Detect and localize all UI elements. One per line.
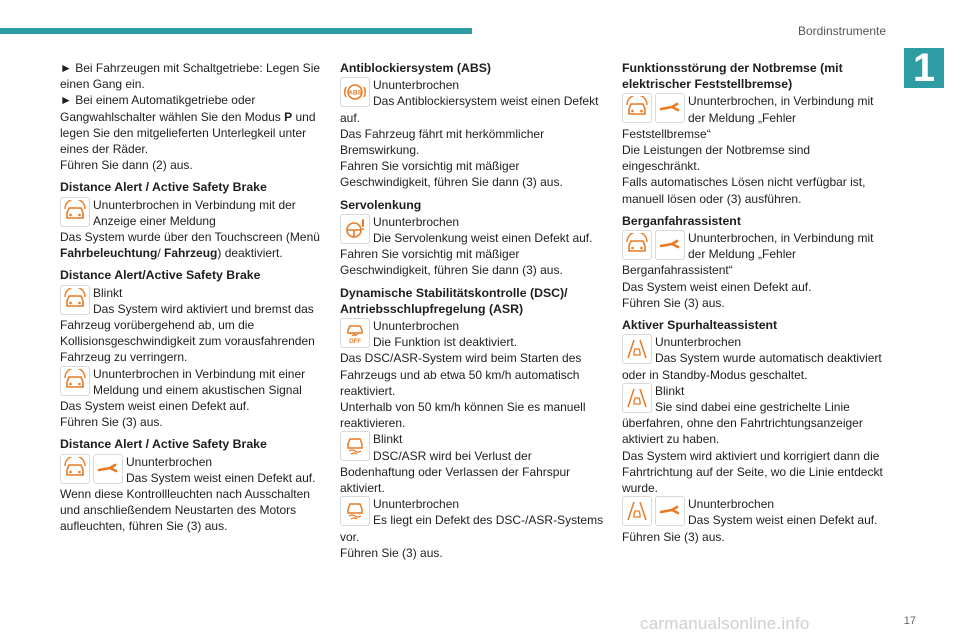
indicator-block: Ununterbrochen, in Verbindung mit der Meldung „Fehler Berganfahrassistent“	[622, 231, 874, 278]
heading-berganfahrassistent: Berganfahrassistent	[622, 213, 741, 228]
distance-alert-icon	[625, 96, 649, 120]
lane-assist-icon	[625, 386, 649, 410]
indicator-block: Ununterbrochen Das System wurde automatisch deaktiviert oder in Standby-Modus geschaltet.	[622, 335, 882, 382]
lane-assist-icon	[625, 337, 649, 361]
heading-notbremse: Funktionsstörung der Notbremse (mit elektrischer Feststellbremse)	[622, 61, 843, 92]
dsc-icon	[343, 434, 367, 458]
heading-distance-alert-2: Distance Alert/Active Safety Brake	[60, 268, 261, 283]
body-text: Das System wird aktiviert und korrigiert dann die Fahrtrichtung auf der Seite, wo die Linie entdeckt wurde.	[622, 448, 883, 496]
indicator-block: Ununterbrochen in Verbindung mit der Anzeige einer Meldung	[60, 197, 328, 229]
page-number: 17	[903, 615, 916, 627]
indicator-block: Blinkt Das System wird aktiviert und bremst das Fahrzeug vorübergehend ab, um die Kollisionsgeschwindigkeit zum vorausfahrenden Fahrzeug zu verringern.	[60, 285, 315, 365]
distance-alert-icon	[625, 233, 649, 257]
indicator-block: Blinkt Sie sind dabei eine gestrichelte Linie überfahren, ohne den Fahrtrichtungsanzeiger aktiviert zu haben.	[622, 383, 863, 447]
indicator-block: Ununterbrochen Die Servolenkung weist einen Defekt auf.	[340, 214, 606, 246]
intro-step-automatic: ► Bei einem Automatikgetriebe oder Gangwahlschalter wählen Sie den Modus P und legen Sie den mitgelieferten Unterlegkeil unter eines der Räder.	[60, 93, 316, 157]
column-3	[622, 60, 888, 545]
abs-icon	[343, 80, 367, 104]
indicator-block: Ununterbrochen, in Verbindung mit der Meldung „Fehler Feststellbremse“	[622, 94, 874, 141]
indicator-block: Blinkt DSC/ASR wird bei Verlust der Bodenhaftung oder Verlassen der Fahrspur aktiviert.	[340, 432, 571, 496]
heading-dsc: Dynamische Stabilitätskontrolle (DSC)/ Antriebsschlupfregelung (ASR)	[340, 285, 568, 316]
body-text: Führen Sie (3) aus.	[60, 415, 163, 430]
heading-servolenkung: Servolenkung	[340, 197, 422, 212]
indicator-block: Ununterbrochen Es liegt ein Defekt des DSC-/ASR-Systems vor.	[340, 497, 604, 544]
wrench-icon	[658, 233, 682, 257]
wrench-icon	[658, 96, 682, 120]
body-text: Unterhalb von 50 km/h können Sie es manuell reaktivieren.	[340, 400, 586, 431]
chapter-number: 1	[904, 48, 944, 88]
body-text: Führen Sie (3) aus.	[622, 295, 725, 310]
body-text: Die Leistungen der Notbremse sind eingeschränkt.	[622, 143, 811, 174]
indicator-block: Ununterbrochen Das System weist einen Defekt auf.	[60, 454, 328, 486]
intro-step-then: Führen Sie dann (2) aus.	[60, 158, 193, 173]
body-text: Fahren Sie vorsichtig mit mäßiger Geschwindigkeit, führen Sie dann (3) aus.	[340, 159, 563, 190]
heading-distance-alert-1: Distance Alert / Active Safety Brake	[60, 180, 267, 195]
indicator-block: Ununterbrochen in Verbindung mit einer Meldung und einem akustischen Signal	[60, 366, 328, 398]
indicator-block: Ununterbrochen Das System weist einen Defekt auf.	[622, 496, 888, 528]
wrench-icon	[96, 457, 120, 481]
heading-abs: Antiblockiersystem (ABS)	[340, 61, 492, 75]
dsc-off-icon	[343, 321, 367, 345]
body-text: Das Fahrzeug fährt mit herkömmlicher Bremswirkung.	[340, 126, 545, 158]
distance-alert-icon	[63, 369, 87, 393]
heading-spurhalteassistent: Aktiver Spurhalteassistent	[622, 318, 778, 333]
distance-alert-icon	[63, 200, 87, 224]
wrench-icon	[658, 499, 682, 523]
body-text: Falls automatisches Lösen nicht verfügbar ist, manuell lösen oder (3) ausführen.	[622, 175, 866, 206]
intro-step-manual: ► Bei Fahrzeugen mit Schaltgetriebe: Legen Sie einen Gang ein.	[60, 61, 321, 92]
indicator-block: Ununterbrochen Das Antiblockiersystem weist einen Defekt auf.	[340, 78, 599, 125]
dsc-icon	[343, 499, 367, 523]
lane-assist-icon	[625, 499, 649, 523]
body-text: Das System weist einen Defekt auf.	[622, 279, 812, 294]
steering-warning-icon	[343, 217, 367, 241]
heading-distance-alert-3: Distance Alert / Active Safety Brake	[60, 437, 267, 452]
column-1	[60, 60, 328, 535]
distance-alert-icon	[63, 457, 87, 481]
body-text: Das System wurde über den Touchscreen (Menü Fahrbeleuchtung/ Fahrzeug) deaktiviert.	[60, 230, 320, 261]
section-title: Bordinstrumente	[797, 24, 886, 38]
column-2	[340, 60, 606, 561]
header-accent-bar	[0, 28, 472, 34]
body-text: Das System weist einen Defekt auf.	[60, 399, 250, 414]
watermark: carmanualsonline.info	[640, 614, 810, 633]
body-text: Wenn diese Kontrollleuchten nach Ausschalten und anschließendem Neustarten des Motors aufleuchten, führen Sie (3) aus.	[60, 487, 310, 534]
body-text: Fahren Sie vorsichtig mit mäßiger Geschwindigkeit, führen Sie dann (3) aus.	[340, 247, 563, 278]
distance-alert-icon	[63, 288, 87, 312]
body-text: Führen Sie (3) aus.	[340, 545, 443, 560]
body-text: Führen Sie (3) aus.	[622, 529, 725, 544]
body-text: Das DSC/ASR-System wird beim Starten des Fahrzeugs und ab etwa 50 km/h automatisch reaktiviert.	[340, 351, 582, 398]
indicator-block: Ununterbrochen Die Funktion ist deaktiviert.	[340, 318, 606, 350]
